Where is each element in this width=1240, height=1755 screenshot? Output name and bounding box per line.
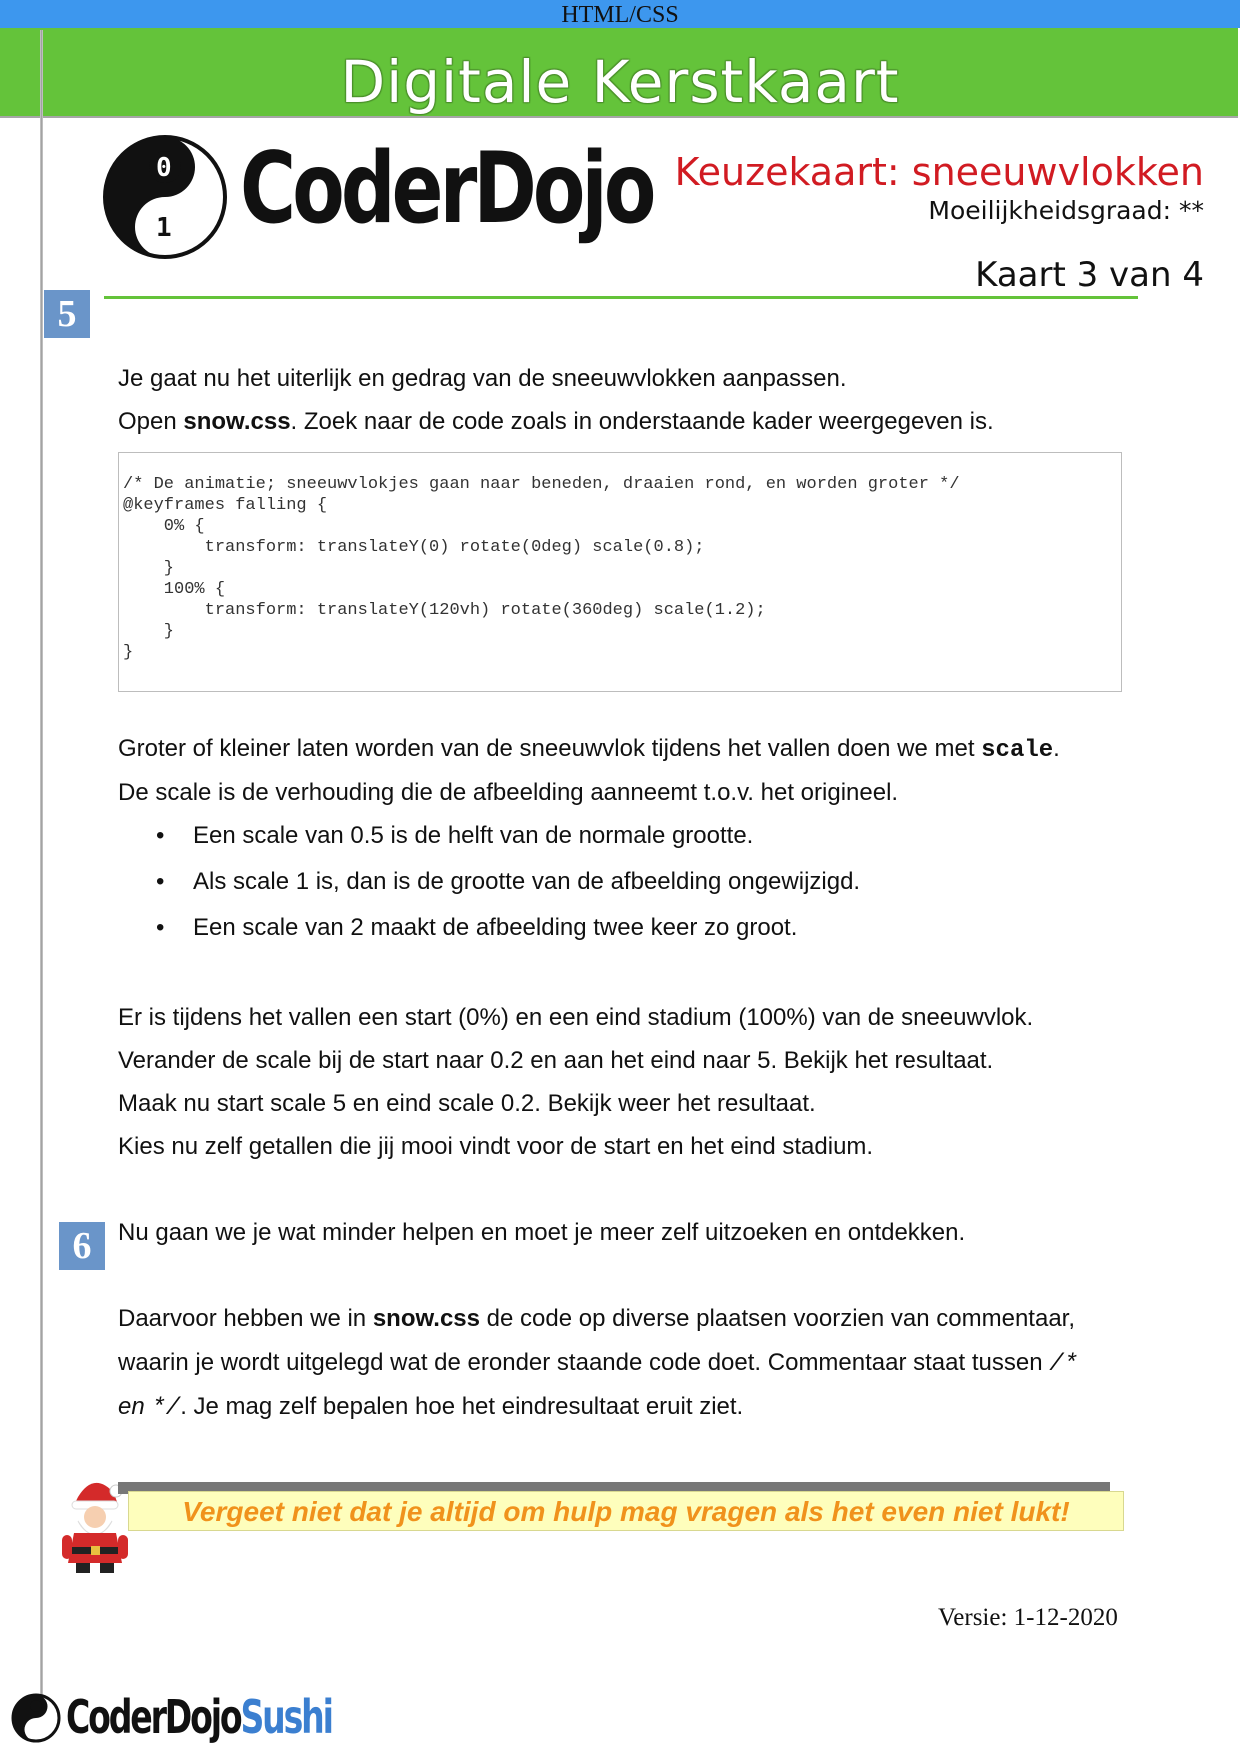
scale-keyword: scale (981, 737, 1054, 764)
left-margin-line (40, 30, 43, 1730)
difficulty-label: Moeilijkheidsgraad: ** (928, 196, 1204, 225)
footer-wordmark: CoderDojoSushi (66, 1690, 332, 1744)
step5-intro: Je gaat nu het uiterlijk en gedrag van de sneeuwvlokken aanpassen. (118, 365, 847, 392)
tip-box (128, 1491, 1124, 1531)
instruction-line: Verander de scale bij de start naar 0.2 en aan het eind naar 5. Bekijk het resultaat. (118, 1047, 994, 1074)
step-6-badge: 6 (59, 1222, 105, 1270)
tip-text: Vergeet niet dat je altijd om hulp mag vragen als het even niet lukt! (182, 1496, 1070, 1527)
step-5-badge: 5 (44, 290, 90, 338)
instruction-line: Maak nu start scale 5 en eind scale 0.2. Bekijk weer het resultaat. (118, 1090, 816, 1117)
step5-open-line: Open snow.css. Zoek naar de code zoals in onderstaande kader weergegeven is. (118, 408, 994, 435)
code-line: /* De animatie; sneeuwvlokjes gaan naar beneden, draaien rond, en worden groter */ (123, 475, 960, 494)
code-line: 100% { (123, 580, 226, 599)
logo-one: 1 (156, 213, 172, 243)
bullet-item: Een scale van 0.5 is de helft van de normale grootte. (193, 822, 754, 849)
bullet-item: Een scale van 2 maakt de afbeelding twee keer zo groot. (193, 914, 798, 941)
file-name: snow.css (372, 1305, 480, 1332)
step6-paragraph-line: waarin je wordt uitgelegd wat de eronder staande code doet. Commentaar staat tussen /* (118, 1349, 1079, 1378)
code-line: } (123, 559, 175, 578)
coderdojo-sushi-logo (10, 1688, 332, 1748)
scale-intro: Groter of kleiner laten worden van de sneeuwvlok tijdens het vallen doen we met scale. (118, 735, 1060, 764)
instruction-line: Er is tijdens het vallen een start (0%) en een eind stadium (100%) van de sneeuwvlok. (118, 1004, 1034, 1031)
card-count: Kaart 3 van 4 (975, 255, 1204, 295)
logo-zero: 0 (156, 153, 172, 183)
code-line: } (123, 643, 134, 662)
instruction-line: Kies nu zelf getallen die jij mooi vindt voor de start en het eind stadium. (118, 1133, 874, 1160)
code-line: @keyframes falling { (123, 496, 328, 515)
header-divider (104, 296, 1138, 299)
code-line: transform: translateY(120vh) rotate(360deg) scale(1.2); (123, 601, 766, 620)
top-label: HTML/CSS (561, 2, 679, 28)
bullet-icon: • (156, 868, 165, 895)
code-line: } (123, 622, 175, 641)
bullet-icon: • (156, 914, 165, 941)
code-block (118, 452, 1122, 692)
step6-intro: Nu gaan we je wat minder helpen en moet je meer zelf uitzoeken en ontdekken. (118, 1219, 966, 1246)
bullet-item: Als scale 1 is, dan is de grootte van de afbeelding ongewijzigd. (193, 868, 861, 895)
version-label: Versie: 1-12-2020 (938, 1604, 1118, 1631)
coderdojo-logo-icon (100, 132, 230, 262)
title-banner (0, 28, 1238, 118)
coderdojo-logo (100, 132, 653, 272)
scale-definition: De scale is de verhouding die de afbeelding aanneemt t.o.v. het origineel. (118, 779, 899, 806)
code-line: 0% { (123, 517, 205, 536)
comment-open-code: /* (1049, 1351, 1079, 1378)
file-name: snow.css (183, 408, 291, 435)
comment-close-code: */ (151, 1395, 181, 1422)
step6-paragraph-line: en */. Je mag zelf bepalen hoe het eindresultaat eruit ziet. (118, 1393, 744, 1422)
code-line: transform: translateY(0) rotate(0deg) scale(0.8); (123, 538, 705, 557)
coderdojo-sushi-logo-icon (10, 1692, 62, 1744)
step6-paragraph-line: Daarvoor hebben we in snow.css de code op diverse plaatsen voorzien van commentaar, (118, 1305, 1076, 1332)
card-title: Keuzekaart: sneeuwvlokken (674, 150, 1204, 194)
bullet-icon: • (156, 822, 165, 849)
logo-wordmark: CoderDojo (240, 132, 653, 246)
page-title: Digitale Kerstkaart (340, 48, 900, 116)
